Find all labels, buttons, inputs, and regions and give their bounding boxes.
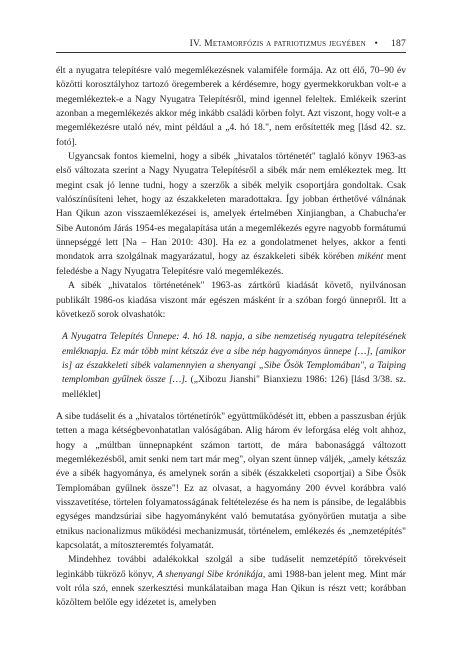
paragraph-5-start: Mindehhez további adalékokkal szolgál a sibe tudáselit nemzetépítő törekvéseit leginkább tükröző könyv, [56, 554, 406, 580]
book-title-italic: A shenyangi Sibe krónikája, [156, 568, 266, 580]
block-quote [56, 330, 406, 402]
paragraph-5 [56, 553, 406, 610]
page-number: 187 [391, 38, 406, 49]
body-text [56, 64, 406, 611]
header-bullet: • [374, 38, 378, 49]
quote-citation: („Xibozu Jianshi" Bianxiezu 1986: 126) [lásd 3/38. sz. melléklet] [62, 374, 406, 400]
running-head-title [190, 38, 378, 49]
paragraph-4: A sibe tudáselit és a „hivatalos történetírók" együttműködését itt, ebben a passzusban érjük tetten a maga kétségbevonhatatlan valóságában. Alig három év leforgása elég volt ahhoz, hogy a „múltban ünnepnapként számon tartott, de mára babonasággá változott megemlékezésből, amit senki nem tart már meg", olyan szent ünnep váljék, „amely kétszáz éve a sibék hagyománya, és amelynek során a sibék (északkeleti csoportjai) a Sibe Ősök Templomában gyűlnek össze"! Ez az olvasat, a hagyomány 200 évvel korábbra való visszavetítése, törtelen folyamatosságának feltételezése és ha nem is pánsibe, de legalábbis egységes mandzsúriai sibe hagyományként való bemutatása gyönyörűen mutatja a sibe etnikus nacionalizmus működési mechanizmusát, történelem, emlékezés és „nemzetépítés" kapcsolatát, a mítoszteremtés folyamatát. [56, 410, 406, 551]
running-head-text: IV. Metamorfózis a patriotizmus jegyében [189, 38, 366, 49]
paragraph-5-end: ami 1988-ban jelent meg. Mint már volt róla szó, ennek szerkesztési munkálataiban maga Han Qikun is részt vett; korábban közöltem belőle egy idézetet is, amelyben [56, 568, 406, 609]
italic-emphasis: miként [357, 251, 384, 263]
paragraph-1: élt a nyugatra telepítésre való megemlékezésnek valamiféle formája. Az ott élő, 70–90 év közötti korosztályhoz tartozó öregemberek a kérdésemre, hogy gyermekkorukban volt-e a megemlékeztek-e a Nagy Nyugatra Telepítésről, mind igennel feleltek. Emlékeik szerint azonban a megemlékezés akkor még inkább családi körben folyt. Azt viszont, hogy volt-e a megemlékezésre utaló név, mint például a „4. hó 18.", nem erősítették meg [lásd 42. sz. fotó]. [56, 65, 406, 148]
paragraph-2-text: Ugyancsak fontos kiemelni, hogy a sibék „hivatalos történetét" taglaló könyv 1963-as első változata szerint a Nagy Nyugatra Telepítésről a sibék már nem emlékeztek meg. Itt megint csak jó lenne tudni, hogy a szerzők a sibék melyik csoportjára gondoltak. Csak valószínűsíteni lehet, hogy az északkeleten maradottakra. Így jobban érthetővé válnának Han Qikun azon visszaemlékezései is, amelyek értelmében Xinjiangban, a Chabucha'er Sibe Autonóm Járás 1954-es megalapítása után a megemlékezés egyre nagyobb formátumú ünnepséggé lett [Na – Han 2010: 430]. Ha ez a gondolatmenet helyes, akkor a fenti mondatok arra szolgálnak magyarázatul, hogy az északkeleti sibék körében miként ment feledésbe a Nagy Nyugatra Telepítésre való megemlékezés. [56, 151, 406, 277]
running-header [56, 38, 406, 53]
paragraph-2 [56, 150, 406, 279]
quote-italic-text: A Nyugatra Telepítés Ünnepe: 4. hó 18. napja, a sibe nemzetiség nyugatra telepítésének emléknapja. Ez már több mint kétszáz éve a sibe nép hagyományos ünnepe […], [amikor is] az északkeleti sibék valamennyien a shenyangi „Sibe Ősök Templomában", a Taiping templomban gyűlnek össze […]. [62, 331, 406, 386]
paragraph-3: A sibék „hivatalos történetének" 1963-as zártkörű kiadását követő, nyilvánosan publikált 1986-os kiadása viszont már egészen másként ír a szóban forgó ünnepről. Itt a következő sorok olvashatók: [56, 280, 406, 320]
